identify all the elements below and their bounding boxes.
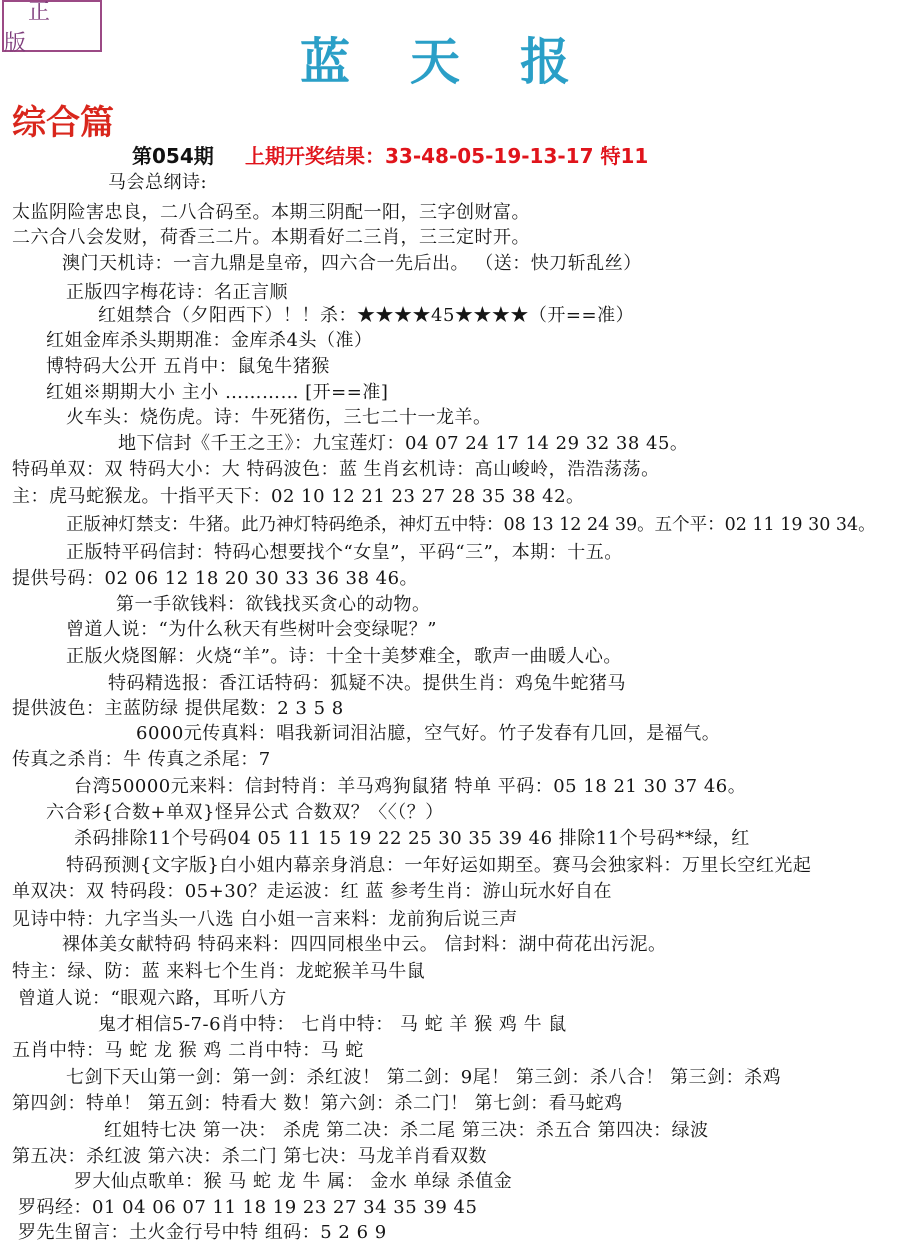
text-line: 单双决：双 特码段：05+30？走运波：红 蓝 参考生肖：游山玩水好自在: [12, 881, 613, 902]
text-line: 七剑下天山第一剑：第一剑：杀红波！ 第二剑：9尾！ 第三剑：杀八合！ 第三剑：杀鸡: [66, 1067, 782, 1088]
issue-number: 第054期: [132, 144, 214, 168]
text-line: 二六合八会发财，荷香三二片。本期看好二三肖，三三定时开。: [12, 227, 530, 248]
text-line: 特主：绿、防：蓝 来料七个生肖：龙蛇猴羊马牛鼠: [12, 961, 426, 982]
text-line: 马会总纲诗:: [108, 172, 208, 193]
text-line: 五肖中特：马 蛇 龙 猴 鸡 二肖中特：马 蛇: [12, 1040, 364, 1061]
text-line: 红姐金库杀头期期准：金库杀4头（准）: [46, 330, 373, 351]
text-line: 红姐特七决 第一决： 杀虎 第二决：杀二尾 第三决：杀五合 第四决：绿波: [104, 1120, 709, 1141]
text-line: 传真之杀肖：牛 传真之杀尾：7: [12, 749, 271, 770]
text-line: 第一手欲钱料：欲钱找买贪心的动物。: [116, 594, 431, 615]
text-line: 红姐禁合（夕阳西下）！！杀：★★★★45★★★★（开==准）: [98, 305, 635, 326]
text-line: 第五决：杀红波 第六决：杀二门 第七决：马龙羊肖看双数: [12, 1146, 487, 1167]
text-line: 杀码排除11个号码04 05 11 15 19 22 25 30 35 39 46 排除11个号码**绿，红: [74, 828, 750, 849]
text-line: 曾道人说：“为什么秋天有些树叶会变绿呢？”: [66, 619, 437, 640]
section-heading: 综合篇: [12, 103, 114, 143]
text-line: 提供号码：02 06 12 18 20 30 33 36 38 46。: [12, 568, 419, 589]
text-line: 罗先生留言：土火金行号中特 组码：5 2 6 9: [18, 1222, 387, 1243]
text-line: 六合彩{合数+单双}怪异公式 合数双？〈〈（？）: [46, 802, 444, 823]
text-line: 澳门天机诗：一言九鼎是皇帝，四六合一先后出。 （送：快刀斩乱丝）: [62, 253, 642, 274]
text-line: 罗大仙点歌单：猴 马 蛇 龙 牛 属： 金水 单绿 杀值金: [74, 1171, 513, 1192]
text-line: 第四剑：特单！ 第五剑：特看大 数！第六剑：杀二门！ 第七剑：看马蛇鸡: [12, 1093, 623, 1114]
text-line: 主：虎马蛇猴龙。十指平天下：02 10 12 21 23 27 28 35 38 42。: [12, 486, 585, 507]
text-line: 火车头：烧伤虎。诗：牛死猪伤，三七二十一龙羊。: [66, 407, 492, 428]
text-line: 正版特平码信封：特码心想要找个“女皇”，平码“三”，本期：十五。: [66, 542, 623, 563]
text-line: 提供波色：主蓝防绿 提供尾数：2 3 5 8: [12, 698, 344, 719]
text-line: 6000元传真料：唱我新词泪沾臆，空气好。竹子发春有几回，是福气。: [136, 723, 721, 744]
text-line: 特码预测{文字版}白小姐内幕亲身消息：一年好运如期至。赛马会独家料：万里长空红光起: [66, 855, 812, 876]
text-line: 正版火烧图解：火烧“羊”。诗：十全十美梦难全，歌声一曲暖人心。: [66, 646, 622, 667]
edition-badge: 正 版: [2, 0, 102, 52]
text-line: 特码单双：双 特码大小：大 特码波色：蓝 生肖玄机诗：高山峻岭，浩浩荡荡。: [12, 459, 660, 480]
newspaper-title: 蓝天报: [300, 32, 630, 91]
text-line: 特码精选报：香江话特码：狐疑不决。提供生肖：鸡兔牛蛇猪马: [108, 673, 626, 694]
text-line: 鬼才相信5-7-6肖中特： 七肖中特： 马 蛇 羊 猴 鸡 牛 鼠: [98, 1014, 567, 1035]
text-line: 台湾50000元来料：信封特肖：羊马鸡狗鼠猪 特单 平码：05 18 21 30 37 46。: [74, 776, 747, 797]
text-line: 裸体美女献特码 特码来料：四四同根坐中云。 信封料：湖中荷花出污泥。: [62, 934, 667, 955]
text-line: 正版四字梅花诗：名正言顺: [66, 282, 288, 303]
text-line: 红姐※期期大小 主小 ………… [开==准]: [46, 382, 389, 403]
text-line: 地下信封《千王之王》：九宝莲灯：04 07 24 17 14 29 32 38 45。: [118, 433, 689, 454]
text-line: 太监阴险害忠良，二八合码至。本期三阴配一阳，三字创财富。: [12, 202, 530, 223]
text-line: 博特码大公开 五肖中：鼠兔牛猪猴: [46, 356, 330, 377]
last-draw-result: 上期开奖结果：33-48-05-19-13-17 特11: [245, 144, 649, 168]
text-line: 罗码经：01 04 06 07 11 18 19 23 27 34 35 39 45: [18, 1197, 478, 1218]
text-line: 曾道人说：“眼观六路，耳听八方: [18, 988, 287, 1009]
text-line: 正版神灯禁支：牛猪。此乃神灯特码绝杀，神灯五中特：08 13 12 24 39。五个平：02 11 19 30 34。: [66, 515, 876, 535]
text-line: 见诗中特：九字当头一八选 白小姐一言来料：龙前狗后说三声: [12, 909, 518, 930]
